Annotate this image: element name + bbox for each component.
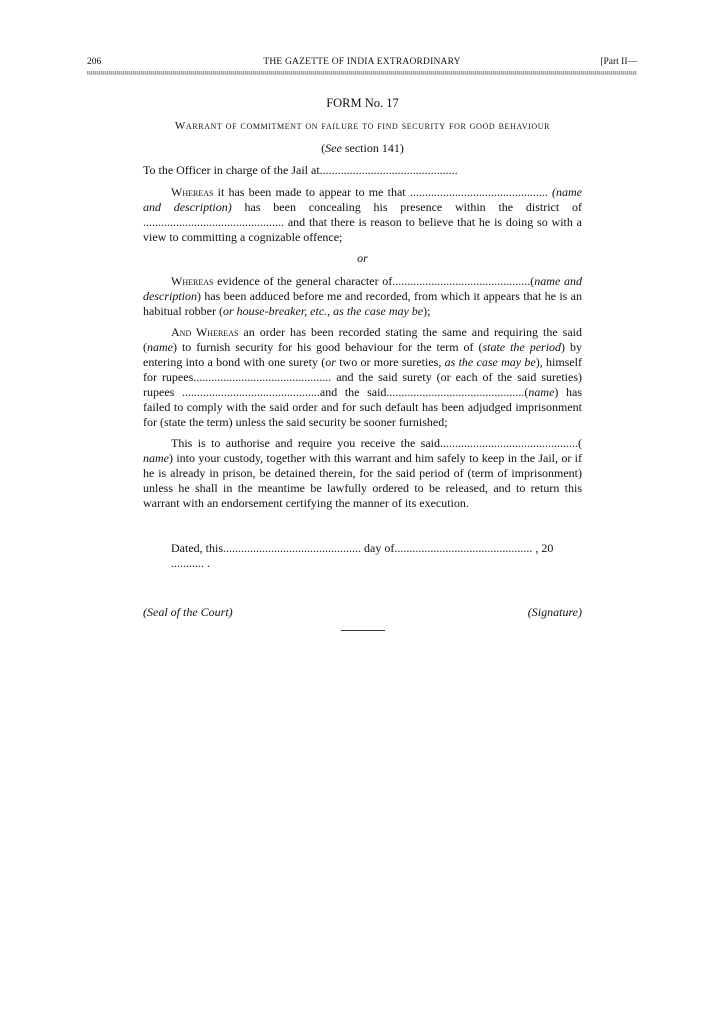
para3-text-1: an order has been recorded stating the same and requiring the said (	[143, 325, 582, 354]
signature-label: (Signature)	[527, 605, 582, 619]
form-number: FORM No. 17	[326, 96, 399, 110]
para1-italic-1: (name and description)	[143, 185, 583, 214]
para2-lead: Whereas	[171, 274, 214, 288]
para2-text-2: ) has been adduced before me and recorded, from which it appears that he is an habitual robber (	[143, 289, 582, 318]
para4-text-2: ) into your custody, together with this warrant and him safely to keep in the Jail, or if he is already in prison, be detained therein, for the said period of (term of imprisonment) unless he shall in the meantime be lawfully ordered to be released, and to return this warrant with an endorsement certifying the manner of its execution.	[143, 451, 582, 510]
see-word: See	[325, 141, 342, 155]
part-label: [Part II—	[600, 57, 637, 67]
paragraph-and-whereas-order	[143, 325, 582, 430]
see-rest: section 141)	[341, 141, 404, 155]
para3-text-3: ) by entering into a bond with one surety (	[143, 340, 582, 369]
para1-text-1: it has been made to appear to me that ..............................................	[213, 185, 548, 199]
page-number: 206	[87, 57, 102, 67]
para3-text-2: ) to furnish security for his good behaviour for the term of (	[173, 340, 483, 354]
para3-italic-5: name	[528, 385, 555, 399]
addressee-line: To the Officer in charge of the Jail at..............................................	[143, 163, 458, 177]
para2-italic-1: name and description	[143, 274, 582, 303]
para1-text-2: has been concealing his presence within the district of ............................................... and that there is reason to believe that he is doing so with a view to committing a cognizable offence;	[143, 200, 582, 244]
para4-text-1: This is to authorise and require you receive the said..............................................(	[171, 436, 582, 450]
dated-line: Dated, this.............................................. day of.............................................. , 20 ........... .	[171, 541, 554, 570]
para3-italic-1: name	[147, 340, 173, 354]
end-rule	[341, 630, 385, 631]
signature-row	[143, 605, 582, 621]
paragraph-whereas-character	[143, 274, 582, 319]
paragraph-authorisation	[143, 436, 582, 511]
para2-italic-2: or house-breaker, etc., as the case may be	[222, 304, 424, 318]
para4-italic-1: name	[143, 451, 169, 465]
para3-italic-3: or	[325, 355, 336, 369]
or-separator: or	[357, 251, 368, 265]
see-open: (	[321, 141, 326, 155]
para3-italic-4: as the case may be	[444, 355, 536, 369]
para1-lead: Whereas	[171, 185, 214, 199]
para3-text-4: two or more sureties,	[335, 355, 445, 369]
para2-text-3: );	[423, 304, 431, 318]
paragraph-whereas-concealment	[143, 185, 582, 245]
court-seal-label: (Seal of the Court)	[143, 605, 233, 619]
header-rule-underline	[87, 74, 637, 75]
section-reference	[143, 141, 582, 156]
form-title: Warrant of commitment on failure to find security for good behaviour	[174, 120, 551, 132]
para3-lead: And Whereas	[171, 325, 239, 339]
para3-italic-2: state the period	[482, 340, 562, 354]
form-body	[143, 96, 582, 631]
gazette-title: THE GAZETTE OF INDIA EXTRAORDINARY	[263, 57, 461, 67]
para2-text-1: evidence of the general character of..............................................(	[213, 274, 535, 288]
para3-text-5: ), himself for rupees.............................................. and the said surety (or each of the said sureties) rupees ..............................................and the said..............................................(	[143, 355, 582, 399]
para3-text-6: ) has failed to comply with the said order and for such default has been adjudged imprisonment for (state the term) unless the said security be sooner furnished;	[143, 385, 582, 429]
